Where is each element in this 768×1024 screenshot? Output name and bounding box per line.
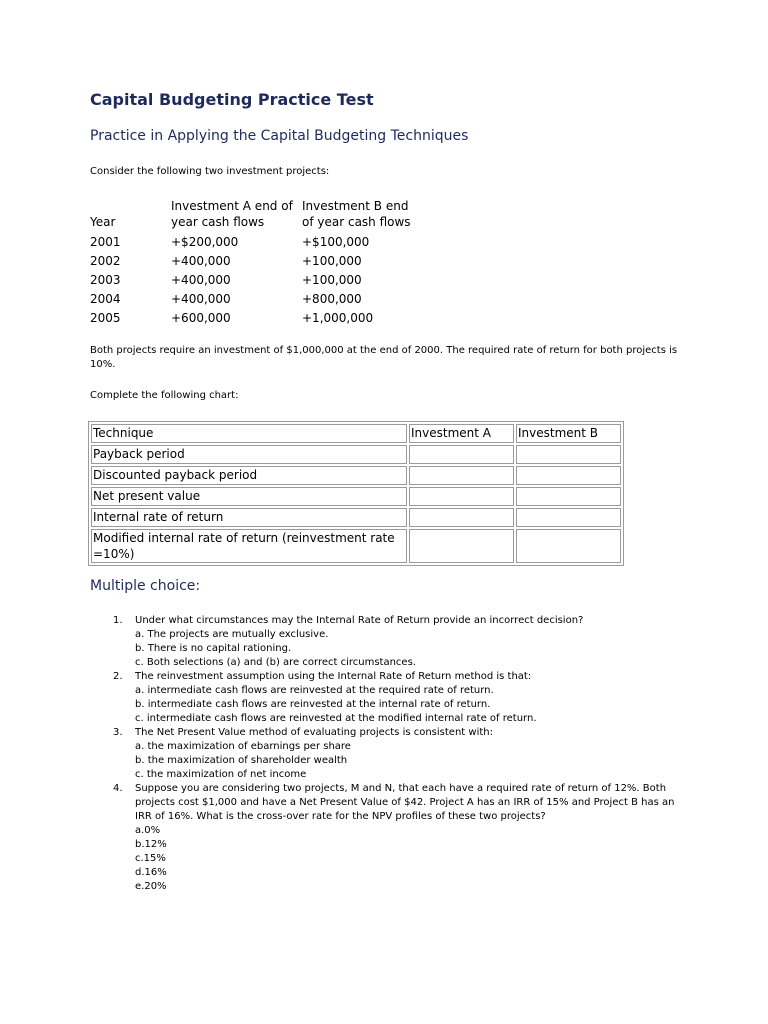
question-number: 4. [113, 783, 123, 794]
cash-flow-header-row [90, 196, 422, 230]
investment-a-cell: +400,000 [171, 292, 231, 306]
answer-option[interactable]: c. the maximization of net income [135, 769, 307, 780]
answer-option[interactable]: a. The projects are mutually exclusive. [135, 629, 329, 640]
answer-option[interactable]: e.20% [135, 881, 167, 892]
year-header: Year [90, 215, 116, 229]
technique-cell: Modified internal rate of return (reinvestment rate =10%) [91, 529, 407, 563]
answer-option[interactable]: b. the maximization of shareholder wealth [135, 755, 348, 766]
question-item [90, 614, 690, 670]
techniques-chart [88, 421, 624, 566]
multiple-choice-heading: Multiple choice: [90, 578, 201, 594]
investment-a-cell: +600,000 [171, 311, 231, 325]
investment-b-answer-cell[interactable] [516, 445, 621, 464]
investment-a-answer-cell[interactable] [409, 508, 514, 527]
question-number: 3. [113, 727, 123, 738]
investment-a-answer-cell[interactable] [409, 466, 514, 485]
chart-row [91, 508, 621, 527]
answer-option[interactable]: c.15% [135, 853, 166, 864]
investment-b-cell: +$100,000 [302, 235, 370, 249]
question-text: The reinvestment assumption using the Internal Rate of Return method is that: [135, 671, 532, 682]
answer-option[interactable]: b. intermediate cash flows are reinvested at the internal rate of return. [135, 699, 491, 710]
investment-b-header: Investment B end of year cash flows [302, 199, 411, 229]
investment-a-cell: +$200,000 [171, 235, 239, 249]
investment-b-answer-cell[interactable] [516, 529, 621, 563]
investment-a-cell: +400,000 [171, 254, 231, 268]
answer-option[interactable]: a. the maximization of ebarnings per share [135, 741, 351, 752]
investment-a-answer-cell[interactable] [409, 487, 514, 506]
question-number: 2. [113, 671, 123, 682]
question-text: Under what circumstances may the Internal Rate of Return provide an incorrect decision? [135, 615, 584, 626]
table-row [90, 249, 422, 268]
investment-a-answer-cell[interactable] [409, 529, 514, 563]
chart-row [91, 466, 621, 485]
technique-cell: Internal rate of return [91, 508, 407, 527]
technique-cell: Net present value [91, 487, 407, 506]
investment-a-header: Investment A [409, 424, 514, 443]
requirement-text: Both projects require an investment of $1,000,000 at the end of 2000. The required rate of return for both projects is 10%. [90, 345, 678, 370]
intro-text: Consider the following two investment projects: [90, 166, 330, 177]
answer-option[interactable]: a.0% [135, 825, 161, 836]
technique-cell: Discounted payback period [91, 466, 407, 485]
answer-option[interactable]: c. intermediate cash flows are reinvested at the modified internal rate of return. [135, 713, 537, 724]
table-row [90, 268, 422, 287]
question-text: The Net Present Value method of evaluating projects is consistent with: [135, 727, 493, 738]
investment-b-cell: +1,000,000 [302, 311, 374, 325]
question-item [90, 782, 690, 894]
investment-b-answer-cell[interactable] [516, 466, 621, 485]
investment-a-cell: +400,000 [171, 273, 231, 287]
page-subtitle: Practice in Applying the Capital Budgeting Techniques [90, 128, 469, 144]
question-text: Suppose you are considering two projects, M and N, that each have a required rate of return of 12%. Both projects cost $1,000 and have a Net Present Value of $42. Project A has an IRR of 15% and Project B has an IRR of 16%. What is the cross-over rate for the NPV profiles of these two projects? [135, 783, 675, 822]
chart-header-row [91, 424, 621, 443]
question-item [90, 726, 690, 782]
answer-option[interactable]: b. There is no capital rationing. [135, 643, 292, 654]
question-list [90, 614, 690, 894]
year-cell: 2001 [90, 235, 121, 249]
cash-flow-table [90, 196, 422, 325]
page-title: Capital Budgeting Practice Test [90, 90, 374, 109]
question-number: 1. [113, 615, 123, 626]
year-cell: 2002 [90, 254, 121, 268]
investment-b-answer-cell[interactable] [516, 508, 621, 527]
investment-b-header: Investment B [516, 424, 621, 443]
investment-a-header: Investment A end of year cash flows [171, 199, 293, 229]
investment-b-cell: +100,000 [302, 273, 362, 287]
investment-b-answer-cell[interactable] [516, 487, 621, 506]
year-cell: 2005 [90, 311, 121, 325]
answer-option[interactable]: a. intermediate cash flows are reinvested at the required rate of return. [135, 685, 494, 696]
technique-cell: Payback period [91, 445, 407, 464]
technique-header: Technique [91, 424, 407, 443]
investment-b-cell: +100,000 [302, 254, 362, 268]
table-row [90, 306, 422, 325]
year-cell: 2003 [90, 273, 121, 287]
investment-b-cell: +800,000 [302, 292, 362, 306]
answer-option[interactable]: d.16% [135, 867, 167, 878]
chart-row [91, 445, 621, 464]
instruction-text: Complete the following chart: [90, 390, 239, 401]
investment-a-answer-cell[interactable] [409, 445, 514, 464]
answer-option[interactable]: c. Both selections (a) and (b) are correct circumstances. [135, 657, 416, 668]
table-row [90, 230, 422, 249]
chart-row [91, 529, 621, 563]
table-row [90, 287, 422, 306]
answer-option[interactable]: b.12% [135, 839, 167, 850]
question-item [90, 670, 690, 726]
chart-row [91, 487, 621, 506]
year-cell: 2004 [90, 292, 121, 306]
